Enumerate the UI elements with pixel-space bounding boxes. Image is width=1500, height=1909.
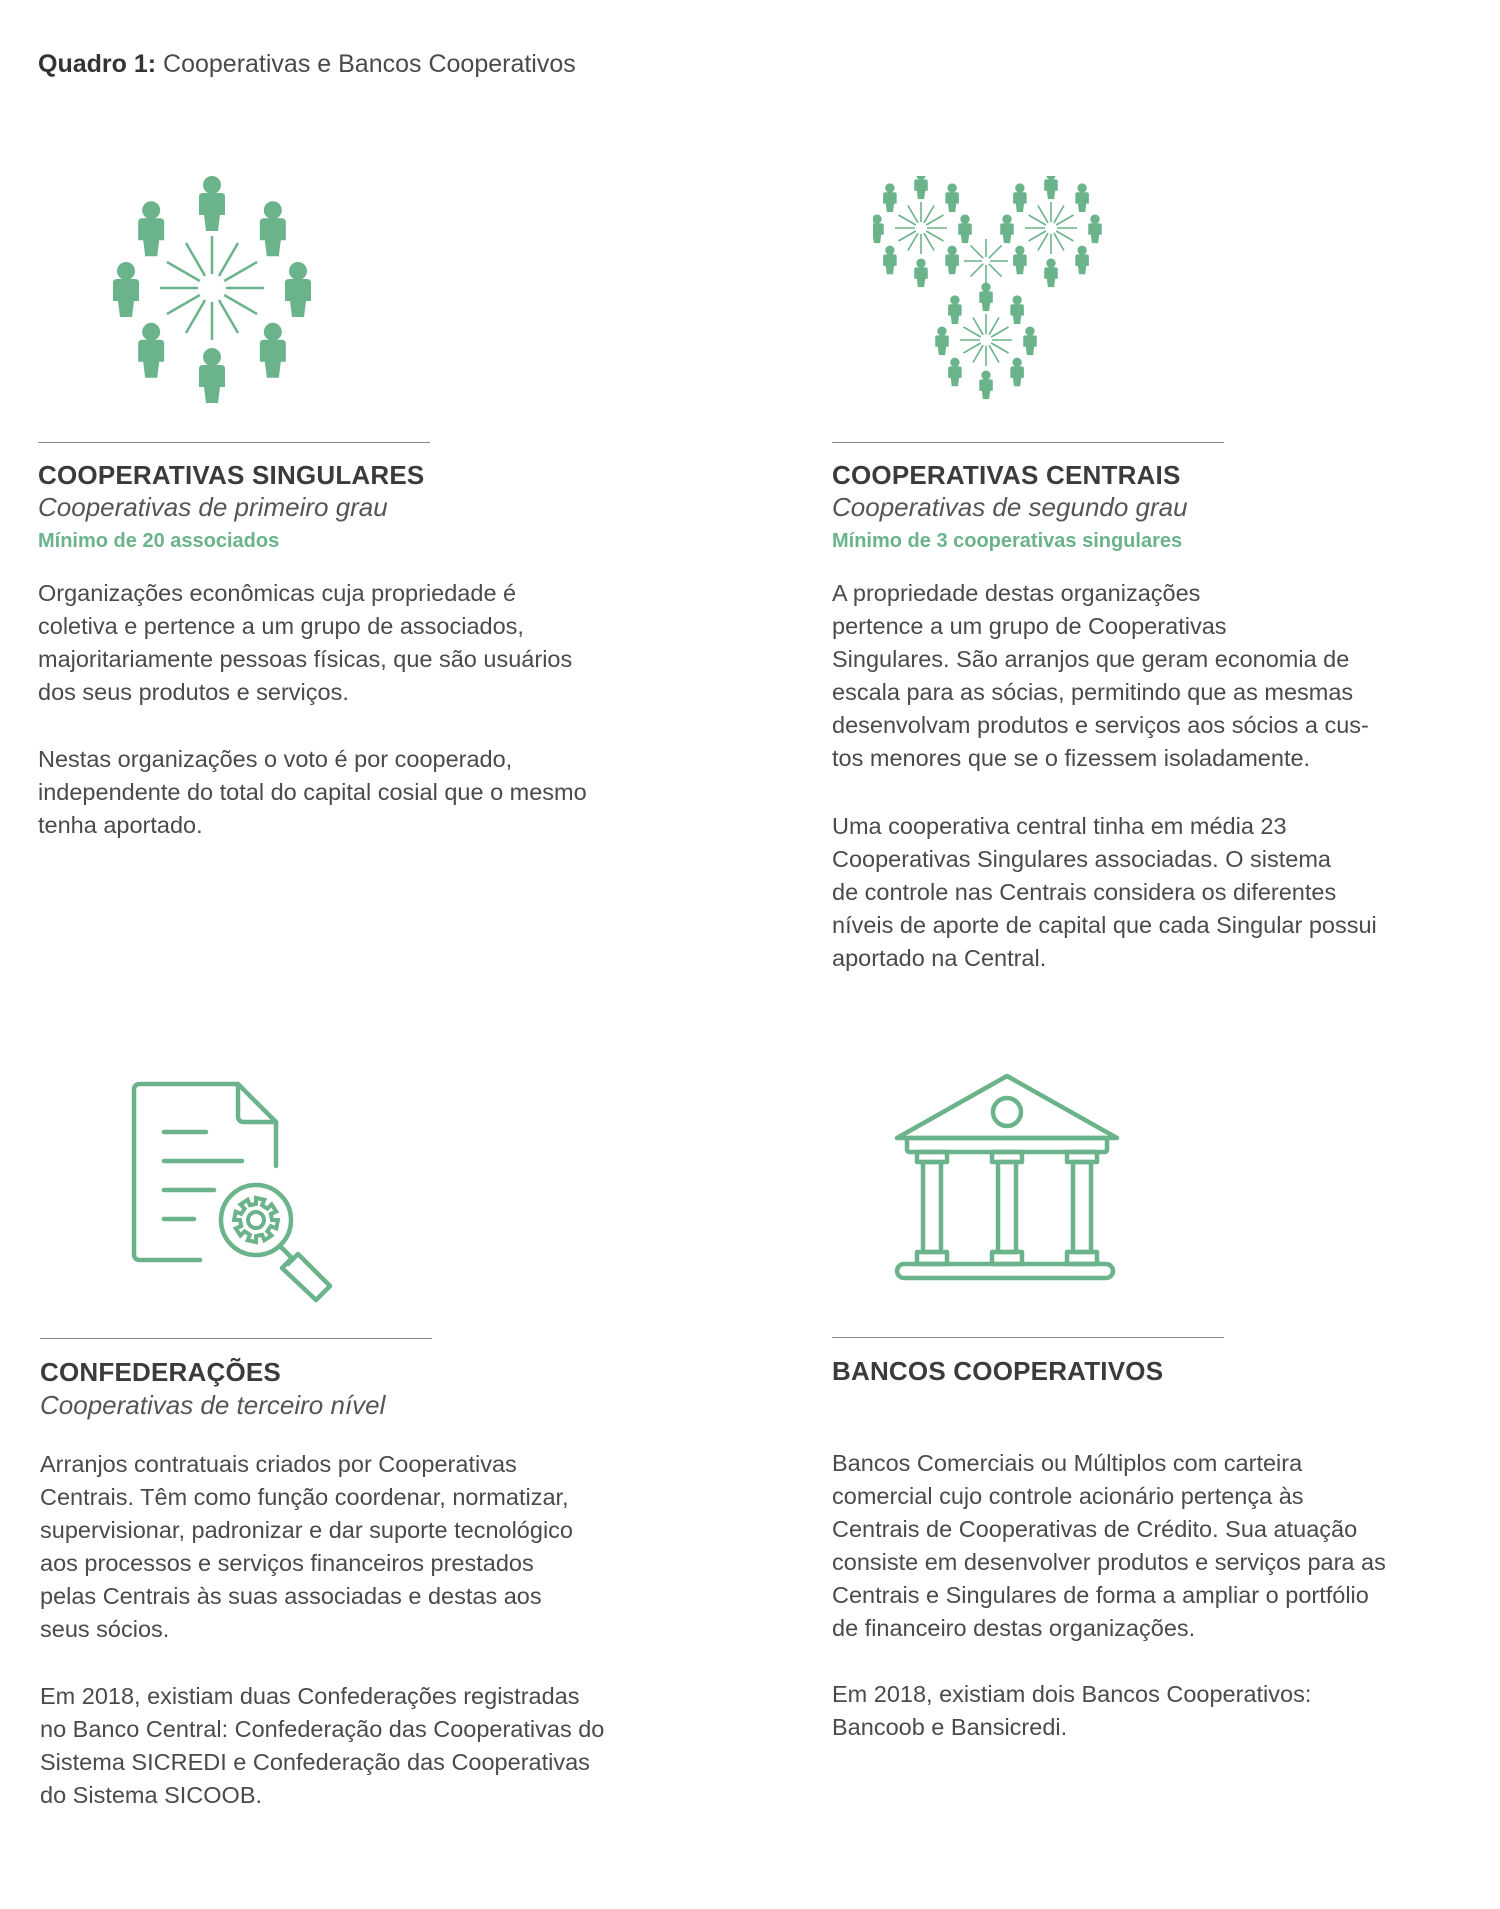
paragraph-line: do Sistema SICOOB. <box>40 1782 263 1808</box>
section-paragraph <box>832 1678 1311 1744</box>
people-circle-icon <box>105 170 320 405</box>
section-title: COOPERATIVAS CENTRAIS <box>832 460 1181 490</box>
section-divider <box>38 442 430 443</box>
section-paragraph <box>38 743 587 842</box>
section-divider <box>40 1338 432 1339</box>
bank-building-icon <box>893 1072 1121 1292</box>
paragraph-line: no Banco Central: Confederação das Cooperativas do <box>40 1716 605 1742</box>
section-divider <box>832 1337 1224 1338</box>
paragraph-line: comercial cujo controle acionário pertença às <box>832 1483 1304 1509</box>
section-paragraph <box>40 1680 604 1812</box>
paragraph-line: tenha aportado. <box>38 812 203 838</box>
paragraph-line: A propriedade destas organizações <box>832 580 1201 606</box>
paragraph-line: consiste em desenvolver produtos e serviços para as <box>832 1549 1386 1575</box>
paragraph-line: Nestas organizações o voto é por cooperado, <box>38 746 513 772</box>
paragraph-line: supervisionar, padronizar e dar suporte tecnológico <box>40 1517 573 1543</box>
paragraph-line: pertence a um grupo de Cooperativas <box>832 613 1227 639</box>
paragraph-line: níveis de aporte de capital que cada Singular possui <box>832 912 1377 938</box>
paragraph-line: Uma cooperativa central tinha em média 23 <box>832 813 1287 839</box>
paragraph-line: Em 2018, existiam duas Confederações registradas <box>40 1683 580 1709</box>
section-paragraph <box>832 810 1377 975</box>
paragraph-line: Bancoob e Bansicredi. <box>832 1714 1068 1740</box>
paragraph-line: coletiva e pertence a um grupo de associados, <box>38 613 524 639</box>
paragraph-line: Centrais. Têm como função coordenar, normatizar, <box>40 1484 569 1510</box>
paragraph-line: Centrais de Cooperativas de Crédito. Sua atuação <box>832 1516 1358 1542</box>
paragraph-line: Arranjos contratuais criados por Cooperativas <box>40 1451 517 1477</box>
section-paragraph <box>40 1448 573 1646</box>
caption-text: Cooperativas e Bancos Cooperativos <box>163 50 576 78</box>
paragraph-line: Em 2018, existiam dois Bancos Cooperativos: <box>832 1681 1312 1707</box>
section-subtitle: Cooperativas de segundo grau <box>832 492 1188 522</box>
paragraph-line: aos processos e serviços financeiros prestados <box>40 1550 534 1576</box>
paragraph-line: Sistema SICREDI e Confederação das Cooperativas <box>40 1749 590 1775</box>
paragraph-line: de financeiro destas organizações. <box>832 1615 1196 1641</box>
paragraph-line: Cooperativas Singulares associadas. O sistema <box>832 846 1331 872</box>
paragraph-line: escala para as sócias, permitindo que as mesmas <box>832 679 1354 705</box>
section-title: CONFEDERAÇÕES <box>40 1357 281 1387</box>
figure-caption <box>38 50 576 79</box>
document-search-gear-icon <box>130 1080 340 1305</box>
section-title: BANCOS COOPERATIVOS <box>832 1356 1164 1386</box>
section-divider <box>832 442 1224 443</box>
section-requirement: Mínimo de 3 cooperativas singulares <box>832 530 1183 552</box>
section-paragraph <box>38 577 572 709</box>
section-subtitle: Cooperativas de primeiro grau <box>38 492 388 522</box>
paragraph-line: Bancos Comerciais ou Múltiplos com carteira <box>832 1450 1303 1476</box>
section-requirement: Mínimo de 20 associados <box>38 530 280 552</box>
paragraph-line: dos seus produtos e serviços. <box>38 679 349 705</box>
paragraph-line: majoritariamente pessoas físicas, que são usuários <box>38 646 573 672</box>
paragraph-line: aportado na Central. <box>832 945 1047 971</box>
section-subtitle: Cooperativas de terceiro nível <box>40 1390 386 1420</box>
paragraph-line: Centrais e Singulares de forma a ampliar o portfólio <box>832 1582 1369 1608</box>
paragraph-line: pelas Centrais às suas associadas e destas aos <box>40 1583 542 1609</box>
paragraph-line: de controle nas Centrais considera os diferentes <box>832 879 1337 905</box>
paragraph-line: tos menores que se o fizessem isoladamente. <box>832 745 1311 771</box>
paragraph-line: desenvolvam produtos e serviços aos sócios a cus- <box>832 712 1369 738</box>
paragraph-line: seus sócios. <box>40 1616 170 1642</box>
network-groups-icon <box>873 176 1113 401</box>
paragraph-line: Singulares. São arranjos que geram economia de <box>832 646 1350 672</box>
section-title: COOPERATIVAS SINGULARES <box>38 460 425 490</box>
paragraph-line: independente do total do capital cosial que o mesmo <box>38 779 587 805</box>
section-paragraph <box>832 577 1369 775</box>
paragraph-line: Organizações econômicas cuja propriedade é <box>38 580 517 606</box>
caption-label: Quadro 1: <box>38 50 157 78</box>
section-paragraph <box>832 1447 1386 1645</box>
